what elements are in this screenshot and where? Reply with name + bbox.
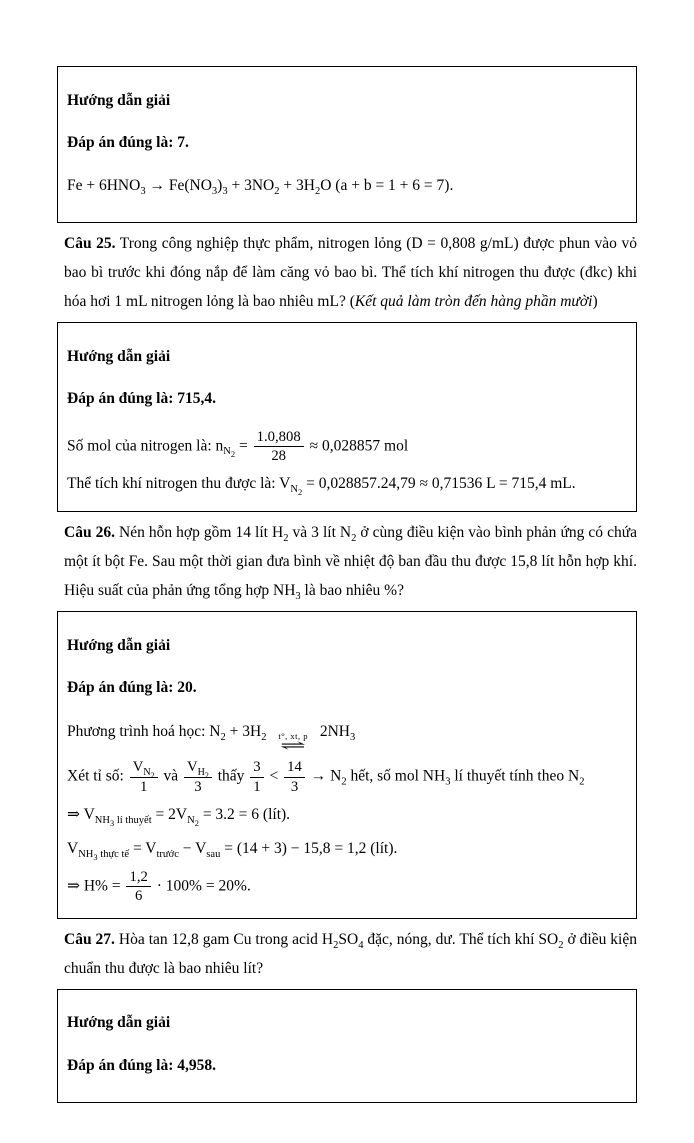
mol-calculation-line: Số mol của nitrogen là: $n_{N_2}$ = $\frac{1.0,808}{28}$ ≈ 0,028857 mol: [67, 428, 409, 464]
question-26-paragraph: Câu 26. Nén hỗn hợp gồm 14 lít $H_2$ và 3 lít $N_2$ ở cùng điều kiện vào bình phản ứng có chứa một ít bột Fe. Sau một thời gian đưa bình về nhiệt độ ban đầu thu được 15,8 lít hỗn hợp khí. Hiệu suất của phản ứng tổng hợp $NH_3$ là bao nhiêu %?: [64, 524, 637, 603]
actual-volume-line: $V_{NH_3 thực tế} = V_{trước} - V_{sau} = (14 + 3) - 15,8 = 1,2$ (lít).: [67, 840, 398, 863]
answer-line: Đáp án đúng là: 20.: [67, 679, 197, 697]
answer-line: Đáp án đúng là: 7.: [67, 134, 189, 151]
answer-line: Đáp án đúng là: 4,958.: [67, 1056, 217, 1074]
answer-line: Đáp án đúng là: 715,4.: [67, 390, 217, 407]
question-27-paragraph: Câu 27. Hòa tan 12,8 gam Cu trong acid $H_2SO_4$ đặc, nóng, dư. Thể tích khí $SO_2$ ở điều kiện chuẩn thu được là bao nhiêu lít?: [64, 930, 637, 977]
solution-heading: Hướng dẫn giải: [67, 347, 171, 365]
volume-calculation-line: Thể tích khí nitrogen thu được là: $V_{N_2} = 0,028857.24,79 \approx 0,71536$ L = 715,4 mL.: [67, 475, 576, 498]
solution-box-1: [57, 66, 637, 223]
solution-box-2: [57, 322, 637, 512]
question-25-paragraph: Câu 25. Trong công nghiệp thực phẩm, nitrogen lỏng (D = 0,808 g/mL) được phun vào vỏ bao bì trước khi đóng nắp để làm căng vỏ bao bì. Thể tích khí nitrogen thu được (đkc) khi hóa hơi 1 mL nitrogen lỏng là bao nhiêu mL? (Kết quả làm tròn đến hàng phần mười): [64, 235, 637, 310]
yield-calculation-line: ⇒ H% = $\frac{1,2}{6}$ · 100% = 20%.: [67, 869, 251, 905]
solution-heading: Hướng dẫn giải: [67, 1014, 171, 1032]
chemical-equation-line: Phương trình hoá học: $N_2 + 3H_2$ t°, xt, p ⇌ $2NH_3$: [67, 722, 356, 755]
equation-line: $Fe + 6HNO_3 \to Fe(NO_3)_3 + 3NO_2 + 3H_2O$ (a + b = 1 + 6 = 7).: [67, 176, 454, 197]
ratio-comparison-line: Xét tỉ số: $\frac{V_{N_2}}{1}$ và $\frac{V_{H_2}}{3}$ thấy $\frac{3}{1}$ < $\frac{14}{3}$ → $N_2$ hết, số mol $NH_3$ lí thuyết tính theo $N_2$: [67, 759, 585, 795]
theoretical-volume-line: ⇒ $V_{NH_3 lí thuyết} = 2V_{N_2} = 3.2 = 6$ (lít).: [67, 806, 291, 829]
solution-box-3: [57, 611, 637, 919]
solution-box-4: [57, 989, 637, 1104]
solution-heading: Hướng dẫn giải: [67, 91, 171, 109]
solution-heading: Hướng dẫn giải: [67, 636, 171, 654]
